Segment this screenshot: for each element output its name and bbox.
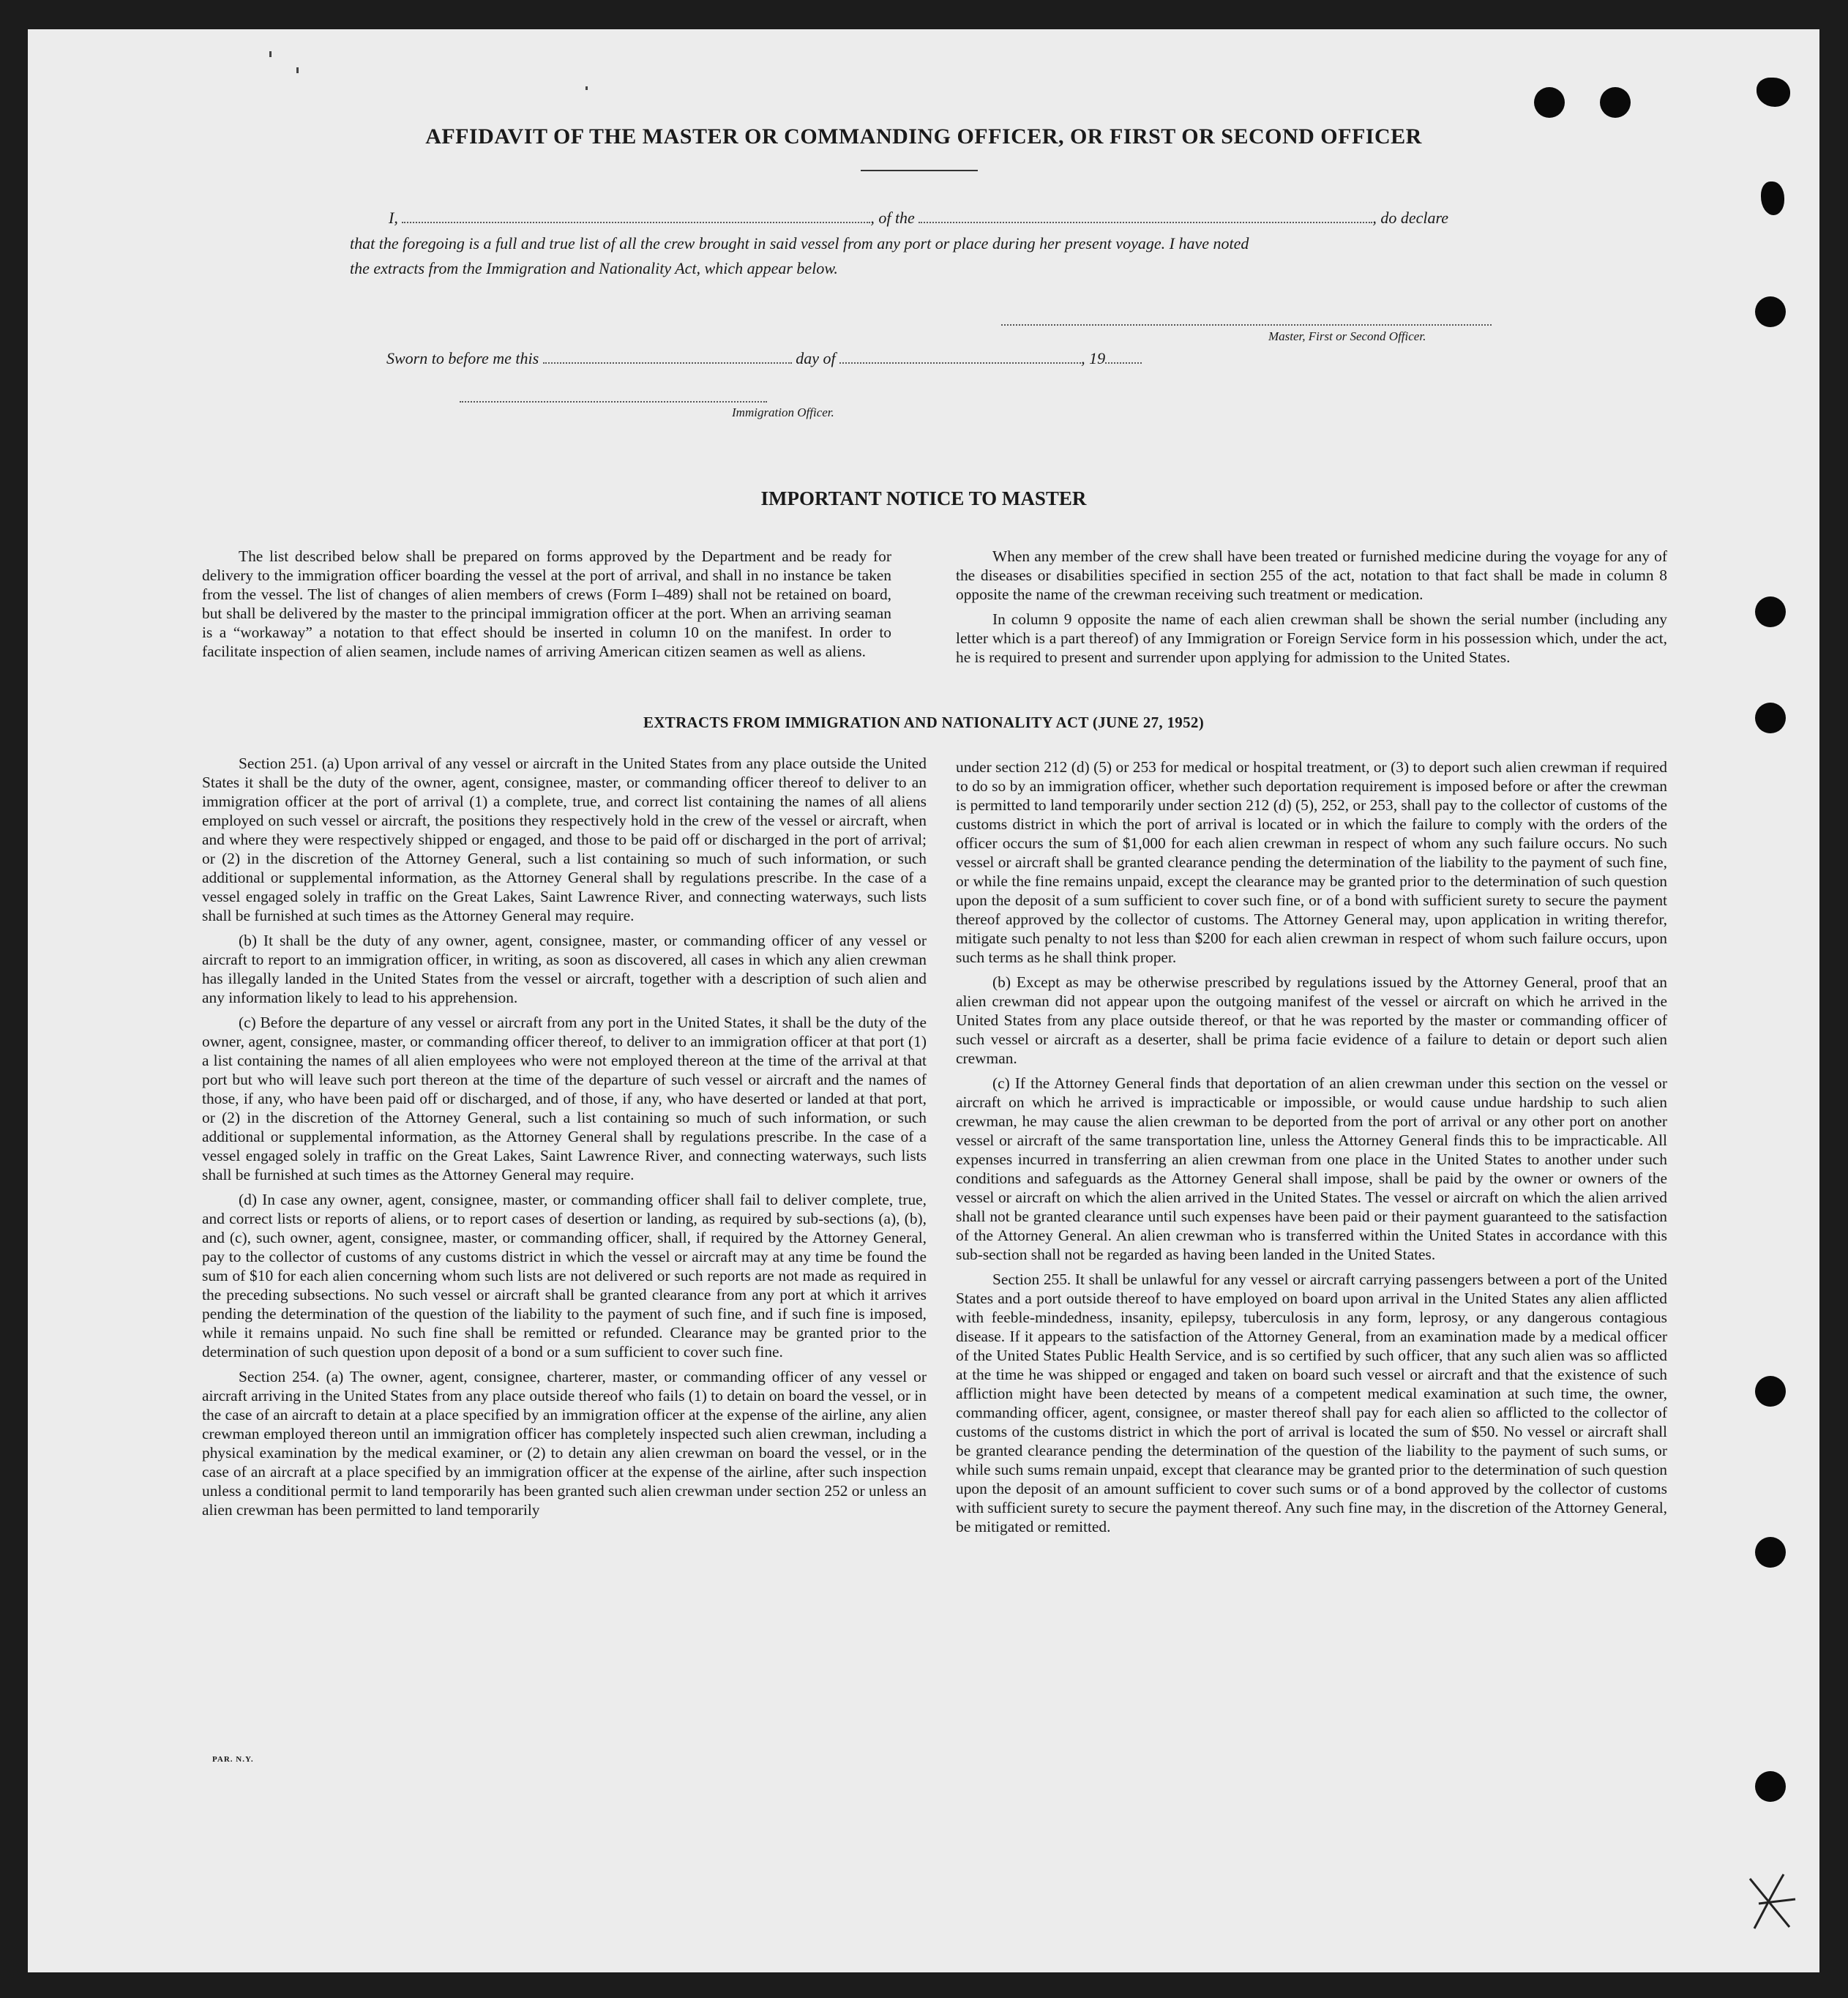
master-signature-line[interactable] xyxy=(1001,324,1492,326)
vessel-blank[interactable] xyxy=(919,207,1372,223)
section-254-a: Section 254. (a) The owner, agent, consignee, charterer, master, or commanding officer of any vessel or aircraft arriving in the United States from any place outside thereof who fails (1) to detain on board the vessel, or in the case of an aircraft to detain at a place specified by an immigration officer at the expense of the airline, any alien crewman employed thereon until an immigration officer has completely inspected such alien crewman, including a physical examination by the medical examiner, or (2) to detain any alien crewman on board the vessel, or in the case of an aircraft at a place specified by an immigration officer at the expense of the airline, after such inspection unless a conditional permit to land temporarily has been granted such alien crewman under section 252 or unless an alien crewman has been permitted to land temporarily xyxy=(202,1368,927,1519)
sworn-label: Sworn to before me this xyxy=(386,349,539,367)
section-255: Section 255. It shall be unlawful for any vessel or aircraft carrying passengers between a port of the United States and a port outside thereof to have employed on board upon arrival in the United States any alien afflicted with feeble-mindedness, insanity, epilepsy, tuberculosis in any form, leprosy, or any dangerous contagious disease. If it appears to the satisfaction of the Attorney General, from an examination made by a medical officer of the United States Public Health Service, and is so certified by such officer, that any such alien was so afflicted at the time he was shipped or engaged and taken on board such vessel or aircraft and that the existence of such affliction might have been detected by means of a competent medical examination at such time, the owner, commanding officer, agent, consignee, or master thereof shall pay for each alien so afflicted to the collector of customs of the customs district in which the port of arrival is located the sum of $50. No vessel or aircraft shall be granted clearance pending the determination of the question of the liability to the payment of such sums, or while such sums remain unpaid, except that clearance may be granted prior to the determination of such question upon the deposit of an amount sufficient to cover such sums or of a bond approved by the collector of customs with sufficient surety to secure the payment thereof. Any such fine may, in the discretion of the Attorney General, be mitigated or remitted. xyxy=(956,1271,1667,1535)
declaration-line-1: that the foregoing is a full and true list of all the crew brought in said vessel from any port or place during her present voyage. I have noted xyxy=(350,234,1249,252)
ink-blot xyxy=(1761,182,1784,215)
notice-right-paragraph-1: When any member of the crew shall have been treated or furnished medicine during the voyage for any of the diseases or disabilities specified in section 255 of the act, notation to that fact shall be made in column 8 opposite the name of the crewman receiving such treatment or medication. xyxy=(956,547,1667,603)
binder-hole xyxy=(1534,87,1565,118)
sworn-fill-line xyxy=(386,348,1265,370)
day-of-label: day of xyxy=(796,349,836,367)
notice-left-column xyxy=(202,547,891,667)
declaration-fill-line xyxy=(389,207,1519,229)
sworn-day-blank[interactable] xyxy=(543,348,792,364)
sworn-year-blank[interactable] xyxy=(1105,348,1142,364)
binder-hole xyxy=(1755,703,1786,733)
binder-hole xyxy=(1755,596,1786,627)
printer-mark: PAR. N.Y. xyxy=(212,1755,254,1764)
section-254-c: (c) If the Attorney General finds that deportation of an alien crewman under this section on the vessel or aircraft on which he arrived is impracticable or impossible, or would cause undue hardship to such alien crewman, he may cause the alien crewman to be deported from the port of arrival or any other port on another vessel or aircraft of the same transportation line, unless the Attorney General finds this to be impracticable. All expenses incurred in transferring an alien crewman from one place in the United States to another under such conditions and safeguards as the Attorney General shall impose, shall be paid by the owner or owners of the vessel or aircraft on which the alien arrived in the United States. The vessel or aircraft on which the alien arrived shall not be granted clearance until such expenses have been paid or their payment guaranteed to the satisfaction of the Attorney General. An alien crewman who is transferred within the United States in accordance with this sub-section shall not be regarded as having been landed in the United States. xyxy=(956,1074,1667,1263)
section-251-a: Section 251. (a) Upon arrival of any vessel or aircraft in the United States from any place outside the United States it shall be the duty of the owner, agent, consignee, master, or commanding officer thereof to deliver to an immigration officer at the port of arrival (1) a complete, true, and correct list containing the names of all aliens employed on such vessel or aircraft, the positions they respectively hold in the crew of the vessel or aircraft, when and where they were respectively shipped or engaged, and those to be paid off or discharged in the port of arrival; or (2) in the discretion of the Attorney General, such a list containing so much of such information, or such additional or supplemental information, as the Attorney General shall by regulations prescribe. In the case of a vessel engaged solely in traffic on the Great Lakes, Saint Lawrence River, and connecting waterways, such lists shall be furnished at such times as the Attorney General may require. xyxy=(202,755,927,924)
binder-hole xyxy=(1755,1376,1786,1407)
year-label: , 19 xyxy=(1081,349,1106,367)
section-254-b: (b) Except as may be otherwise prescribed by regulations issued by the Attorney General, proof that an alien crewman did not appear upon the outgoing manifest of the vessel or aircraft on which he arrived in the United States from any place outside thereof, or that he was reported by the master or commanding officer of such vessel or aircraft as a deserter, shall be prima facie evidence of a failure to detain or deport such alien crewman. xyxy=(956,973,1667,1067)
binder-hole xyxy=(1755,296,1786,327)
of-the-label: , of the xyxy=(870,209,915,227)
i-label: I, xyxy=(389,209,398,227)
binder-hole xyxy=(1755,1771,1786,1802)
immigration-officer-caption: Immigration Officer. xyxy=(732,405,834,419)
notice-right-paragraph-2: In column 9 opposite the name of each alien crewman shall be shown the serial number (including any letter which is a part thereof) of any Immigration or Foreign Service form in his possession which, under the act, he is required to present and surrender upon applying for admission to the United States. xyxy=(956,610,1667,666)
extracts-right-column xyxy=(956,757,1667,1542)
notice-title: IMPORTANT NOTICE TO MASTER xyxy=(760,487,1087,509)
section-251-b: (b) It shall be the duty of any owner, agent, consignee, master, or commanding officer of any vessel or aircraft to report to an immigration officer, in writing, as soon as discovered, all cases in which any alien crewman has illegally landed in the United States from the vessel or aircraft, together with a description of such alien and any information likely to lead to his apprehension. xyxy=(202,932,927,1006)
do-declare-label: , do declare xyxy=(1372,209,1448,227)
binder-hole xyxy=(1755,1537,1786,1568)
section-254-a-continued: under section 212 (d) (5) or 253 for medical or hospital treatment, or (3) to deport such alien crewman if required to do so by an immigration officer, whether such deportation requirement is imposed before or after the crewman is permitted to land temporarily under section 212 (d) (5), 252, or 253, shall pay to the collector of customs of the customs district in which the port of arrival is located or in which the failure to comply with the orders of the officer occurs the sum of $1,000 for each alien crewman in respect of whom any such failure occurs. No such vessel or aircraft shall be granted clearance pending the determination of the liability to the payment of such fine, or while the fine remains unpaid, except the clearance may be granted prior to the determination of such question upon the deposit of a sum sufficient to cover such fine, or of a bond with sufficient surety to secure the payment thereof approved by the collector of customs. The Attorney General may, upon application in writing therefor, mitigate such penalty to not less than $200 for each alien crewman in respect of whom such failure occurs, upon such terms as he shall think proper. xyxy=(956,758,1667,966)
extracts-left-column xyxy=(202,754,927,1525)
master-caption: Master, First or Second Officer. xyxy=(1268,329,1426,343)
sworn-month-blank[interactable] xyxy=(839,348,1081,364)
scan-speck xyxy=(269,51,272,57)
declaration-line-2: the extracts from the Immigration and Nationality Act, which appear below. xyxy=(350,259,838,277)
section-251-c: (c) Before the departure of any vessel or aircraft from any port in the United States, it shall be the duty of the owner, agent, consignee, master, or commanding officer thereof, to deliver to an immigration officer at that port (1) a list containing the names of all alien employees who were not employed thereon at the time of the arrival at that port but who will leave such port thereon at the time of the departure of such vessel or aircraft and the names of those, if any, who have been paid off or discharged, and of those, if any, who have deserted or landed at that port, or (2) in the discretion of the Attorney General, such a list containing so much of such information, or such additional or supplemental information, as the Attorney General shall by regulations prescribe. In the case of a vessel engaged solely in traffic on the Great Lakes, Saint Lawrence River, and connecting waterways, such lists shall be furnished at such times as the Attorney General may require. xyxy=(202,1014,927,1183)
section-251-d: (d) In case any owner, agent, consignee, master, or commanding officer shall fail to deliver complete, true, and correct lists or reports of aliens, or to report cases of desertion or landing, as required by sub-sections (a), (b), and (c), such owner, agent, consignee, master, or commanding officer, shall, if required by the Attorney General, pay to the collector of customs of any customs district in which the vessel or aircraft may at any time be found the sum of $10 for each alien concerning whom such lists are not delivered or such reports are not made as required in the preceding subsections. No such vessel or aircraft shall be granted clearance from any port at which it arrives pending the determination of the question of the liability to the payment of such fine, and if such fine is imposed, while it remains unpaid. No such fine shall be remitted or refunded. Clearance may be granted prior to the determination of such question upon deposit of a bond or a sum sufficient to cover such fine. xyxy=(202,1191,927,1361)
scan-speck xyxy=(586,86,588,90)
extracts-title: EXTRACTS FROM IMMIGRATION AND NATIONALITY ACT (JUNE 27, 1952) xyxy=(643,714,1204,731)
notice-right-column xyxy=(956,547,1667,673)
ink-blot xyxy=(1757,78,1790,107)
binder-hole xyxy=(1600,87,1631,118)
handwritten-mark-icon xyxy=(1744,1870,1803,1936)
notice-left-paragraph: The list described below shall be prepared on forms approved by the Department and be ready for delivery to the immigration officer boarding the vessel at the port of arrival, and shall in no instance be taken from the vessel. The list of changes of alien members of crews (Form I–489) shall not be retained on board, but shall be delivered by the master to the principal immigration officer at the port. When an arriving seaman is a “workaway” a notation to that effect should be inserted in column 10 on the manifest. In order to facilitate inspection of alien seamen, include names of arriving American citizen seamen as well as aliens. xyxy=(202,547,891,660)
document-page xyxy=(28,29,1819,1972)
immigration-officer-signature-line[interactable] xyxy=(460,401,767,403)
affidavit-title: AFFIDAVIT OF THE MASTER OR COMMANDING OFFICER, OR FIRST OR SECOND OFFICER xyxy=(425,124,1422,149)
name-blank[interactable] xyxy=(402,207,870,223)
title-underline xyxy=(861,170,978,171)
scan-speck xyxy=(296,67,299,73)
